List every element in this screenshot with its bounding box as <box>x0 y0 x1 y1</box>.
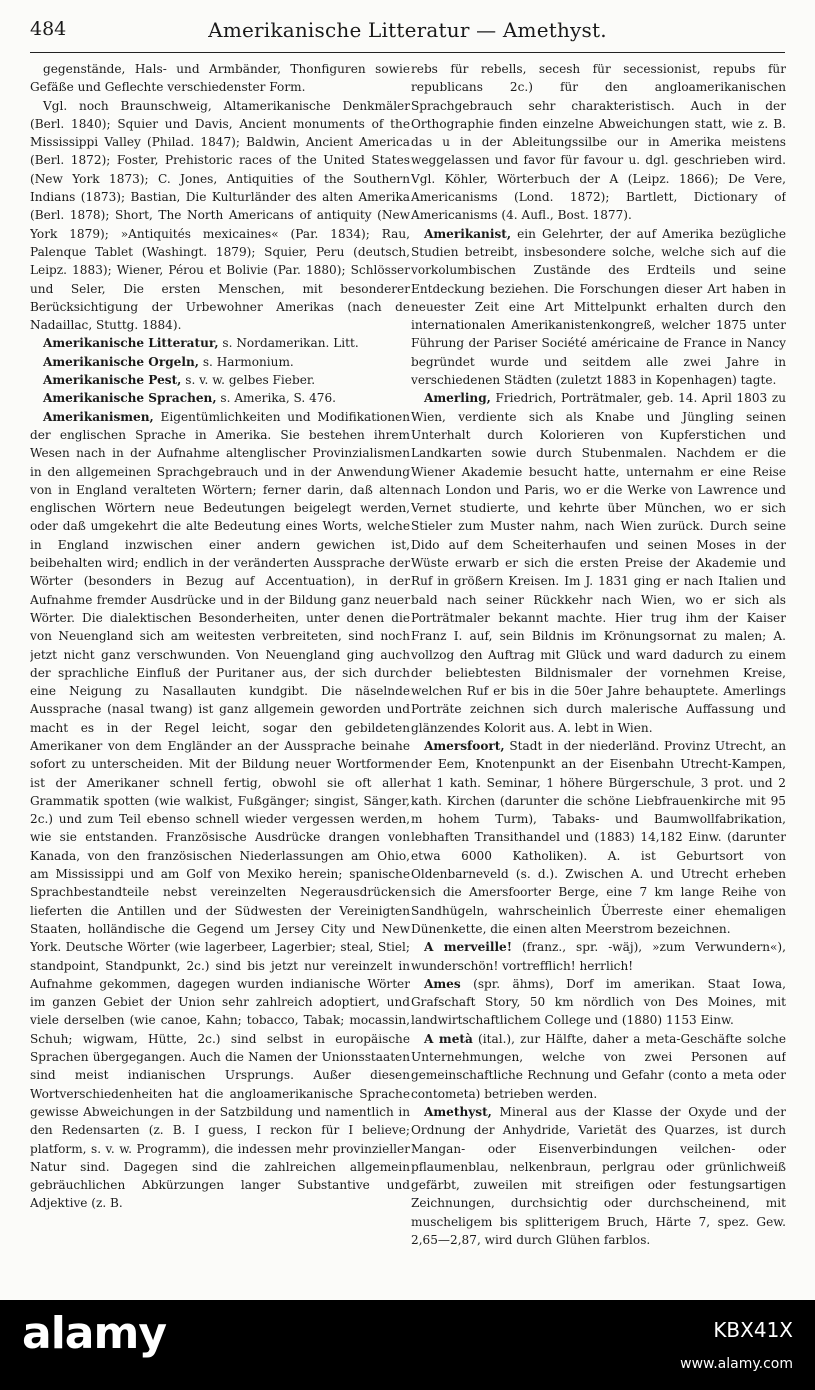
entry-text: Friedrich, Porträtmaler, geb. 14. April 1803 zu Wien, verdiente sich als Knabe und Jüngling seinen Unterhalt durch Kolorieren von Kupferstichen und Landkarten sowie durch Stubenmalen. Nachdem er die Wiener Akademie besucht hatte, unternahm er eine Reise nach London und Paris, wo er die Werke von Lawrence und Vernet studierte, und kehrte über München, wo er sich Stieler zum Muster nahm, nach Wien zurück. Durch seine Dido auf dem Scheiterhaufen und seinen Moses in der Wüste erwarb er sich die ersten Preise der Akademie und Ruf in größern Kreisen. Im J. 1831 ging er nach Italien und bald nach seiner Rückkehr nach Wien, wo er sich als Porträtmaler bekannt machte. Hier trug ihm der Kaiser Franz I. auf, sein Bildnis im Krönungsornat zu malen; A. vollzog den Auftrag mit Glück und ward dadurch zu einem der beliebtesten Bildnismaler der vornehmen Kreise, welchen Ruf er bis in die 50er Jahre behauptete. Amerlings Porträte zeichnen sich durch malerische Auffassung und glänzendes Kolorit aus. A. lebt in Wien. <box>411 391 786 735</box>
entry-text: s. Amerika, S. 476. <box>216 391 337 406</box>
entry-text: s. Harmonium. <box>198 354 294 369</box>
entry <box>411 225 786 390</box>
right-column <box>411 60 786 1260</box>
entry-headword: Amerikanismen, <box>43 409 154 424</box>
entry <box>411 60 786 225</box>
entry <box>411 737 786 938</box>
entry <box>411 389 786 737</box>
entry-text: Vgl. noch Braunschweig, Altamerikanische Denkmäler (Berl. 1840); Squier und Davis, Ancient monuments of the Mississippi Valley (Philad. 1847); Baldwin, Ancient America (Berl. 1872); Foster, Prehistoric races of the United States (New York 1873); C. Jones, Antiquities of the Southern Indians (1873); Bastian, Die Kulturländer des alten Amerika (Berl. 1878); Short, The North Americans of antiquity (New York 1879); »Antiquités mexicaines« (Par. 1834); Rau, Palenque Tablet (Washingt. 1879); Squier, Peru (deutsch, Leipz. 1883); Wiener, Pérou et Bolivie (Par. 1880); Schlösser und Seler, Die ersten Menschen, mit besonderer Berücksichtigung der Urbewohner Amerikas (nach de Nadaillac, Stuttg. 1884). <box>30 98 410 333</box>
entry-text: Eigentümlichkeiten und Modifikationen der englischen Sprache in Amerika. Sie bestehen ihrem Wesen nach in der Aufnahme altenglischer Provinzialismen in den allgemeinen Sprachgebrauch und in der Anwendung von in England veralteten Wörtern; ferner darin, daß alten englischen Wörtern neue Bedeutungen beigelegt werden, oder daß umgekehrt die alte Bedeutung eines Worts, welche in England inzwischen einer andern gewichen ist, beibehalten wird; endlich in der veränderten Aussprache der Wörter (besonders in Bezug auf Accentuation), in der Aufnahme fremder Ausdrücke und in der Bildung ganz neuer Wörter. Die dialektischen Besonderheiten, unter denen die von Neuengland sich am weitesten verbreiteten, sind noch jetzt nicht ganz verschwunden. Von Neuengland ging auch der sprachliche Einfluß der Puritaner aus, der sich durch eine Neigung zu Nasallauten kundgibt. Die näselnde Aussprache (nasal twang) ist ganz allgemein geworden und macht es in der Regel leicht, sogar den gebildeten Amerikaner von dem Engländer an der Aussprache beinahe sofort zu unterscheiden. Mit der Bildung neuer Wortformen ist der Amerikaner schnell fertig, obwohl sie oft aller Grammatik spotten (wie walkist, Fußgänger; singist, Sänger, 2c.) und zum Teil ebenso schnell wieder vergessen werden, wie sie entstanden. Französische Ausdrücke drangen von Kanada, von den französischen Niederlassungen am Ohio, am Mississippi und am Golf von Mexiko herein; spanische Sprachbestandteile nebst vereinzelten Negerausdrücken lieferten die Antillen und der Südwesten der Vereinigten Staaten, holländische die Gegend um Jersey City und New York. Deutsche Wörter (wie lagerbeer, Lagerbier; steal, Stiel; standpoint, Standpunkt, 2c.) sind bis jetzt nur vereinzelt in Aufnahme gekommen, dagegen wurden indianische Wörter im ganzen Gebiet der Union sehr zahlreich adoptiert, und viele derselben (wie canoe, Kahn; tobacco, Tabak; mocassin, Schuh; wigwam, Hütte, 2c.) sind selbst in europäische Sprachen übergegangen. Auch die Namen der Unionsstaaten sind meist indianischen Ursprungs. Außer diesen Wortverschiedenheiten hat die angloamerikanische Sprache gewisse Abweichungen in der Satzbildung und namentlich in den Redensarten (z. B. I guess, I reckon für I believe; platform, s. v. w. Programm), die indessen mehr provinzieller Natur sind. Dagegen sind die zahlreichen allgemein gebräuchlichen Abkürzungen langer Substantive und Adjektive (z. B. <box>30 409 410 1211</box>
entry-text: s. Nordamerikan. Litt. <box>218 336 359 351</box>
entry <box>411 975 786 1030</box>
entry <box>411 938 786 975</box>
entry-headword: A merveille! <box>424 940 513 955</box>
entry <box>30 97 410 335</box>
entry-text: (spr. ähms), Dorf im amerikan. Staat Iowa, Grafschaft Story, 50 km nördlich von Des Moines, mit landwirtschaftlichem College und (1880) 1153 Einw. <box>411 976 786 1028</box>
entry-headword: Amerikanische Litteratur, <box>43 336 219 351</box>
entry-text: Stadt in der niederländ. Provinz Utrecht, an der Eem, Knotenpunkt an der Eisenbahn Utrecht-Kampen, hat 1 kath. Seminar, 1 höhere Bürgerschule, 3 prot. und 2 kath. Kirchen (darunter die schöne Liebfrauenkirche mit 95 m hohem Turm), Tabaks- und Baumwollfabrikation, lebhaften Transithandel und (1883) 14,182 Einw. (darunter etwa 6000 Katholiken). A. ist Geburtsort von Oldenbarneveld (s. d.). Zwischen A. und Utrecht erheben sich die Amersfoorter Berge, eine 7 km lange Reihe von Sandhügeln, wahrscheinlich Überreste einer ehemaligen Dünenkette, die einen alten Meerstrom bezeichnen. <box>411 738 786 936</box>
watermark-bar <box>0 1300 815 1390</box>
entry-headword: A metà <box>424 1031 473 1046</box>
entry <box>30 371 410 389</box>
image-id: KBX41X <box>713 1318 793 1342</box>
entry-headword: Amerikanische Orgeln, <box>43 354 199 369</box>
entry <box>30 408 410 1213</box>
entry <box>30 334 410 352</box>
left-column <box>30 60 410 1260</box>
page-header <box>30 18 785 50</box>
entry-text: s. v. w. gelbes Fieber. <box>181 373 316 388</box>
entry-headword: Amerikanische Pest, <box>43 373 182 388</box>
entry-headword: Amethyst, <box>424 1104 492 1119</box>
entry-text: (ital.), zur Hälfte, daher a meta-Geschäfte solche Unternehmungen, welche von zwei Personen auf gemeinschaftliche Rechnung und Gefahr (conto a meta oder contometa) betrieben werden. <box>411 1031 786 1101</box>
entry <box>30 60 410 97</box>
entry-headword: Amerling, <box>424 391 491 406</box>
entry <box>411 1030 786 1103</box>
entry <box>30 389 410 407</box>
entry-headword: Amersfoort, <box>424 738 505 753</box>
site-url: www.alamy.com <box>680 1356 793 1372</box>
entry-headword: Ames <box>424 976 461 991</box>
entry-text: ein Gelehrter, der auf Amerika bezügliche Studien betreibt, insbesondere solche, welche sich auf die vorkolumbischen Zustände des Erdteils und seine Entdeckung beziehen. Die Forschungen dieser Art haben in neuester Zeit eine Art Mittelpunkt erhalten durch den internationalen Amerikanistenkongreß, welcher 1875 unter Führung der Pariser Société américaine de France in Nancy begründet wurde und seitdem alle zwei Jahre in verschiedenen Städten (zuletzt 1883 in Kopenhagen) tagte. <box>411 226 786 388</box>
header-rule <box>30 52 785 53</box>
entry-text: (franz., spr. -wäj), »zum Verwundern«), wunderschön! vortrefflich! herrlich! <box>411 940 786 973</box>
watermark-logo: alamy <box>22 1308 166 1359</box>
entry-headword: Amerikanische Sprachen, <box>43 391 217 406</box>
entry <box>411 1103 786 1249</box>
entry-text: gegenstände, Hals- und Armbänder, Thonfiguren sowie Gefäße und Geflechte verschiedenster Form. <box>30 62 410 95</box>
running-title: Amerikanische Litteratur — Amethyst. <box>208 18 607 42</box>
entry <box>30 353 410 371</box>
entry-text: Mineral aus der Klasse der Oxyde und der Ordnung der Anhydride, Varietät des Quarzes, ist durch Mangan- oder Eisenverbindungen veilchen- oder pflaumenblau, nelkenbraun, perlgrau oder grünlichweiß gefärbt, zuweilen mit streifigen oder festungsartigen Zeichnungen, durchsichtig oder durchscheinend, mit muscheligem bis splitterigem Bruch, Härte 7, spez. Gew. 2,65—2,87, wird durch Glühen farblos. <box>411 1104 786 1247</box>
entry-text: rebs für rebells, secesh für secessionist, repubs für republicans 2c.) für den angloamerikanischen Sprachgebrauch sehr charakteristisch. Auch in der Orthographie finden einzelne Abweichungen statt, wie z. B. das u in der Ableitungssilbe our in Amerika meistens weggelassen und favor für favour u. dgl. geschrieben wird. Vgl. Köhler, Wörterbuch der A (Leipz. 1866); De Vere, Americanisms (Lond. 1872); Bartlett, Dictionary of Americanisms (4. Aufl., Bost. 1877). <box>411 62 786 223</box>
entry-headword: Amerikanist, <box>424 226 512 241</box>
page-number: 484 <box>30 18 67 40</box>
